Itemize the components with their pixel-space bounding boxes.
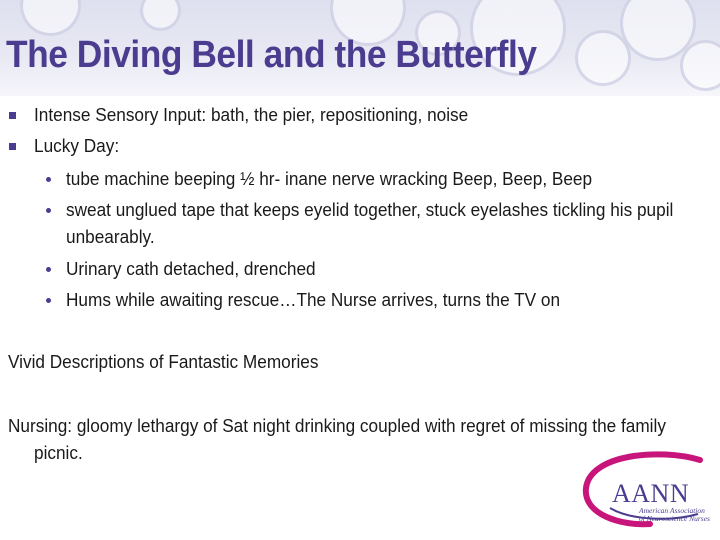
bullet-square-icon [9,112,16,119]
bullet-dot-icon [46,208,51,213]
sub-bullet-text: Urinary cath detached, drenched [66,258,316,279]
logo-name: AANN [612,479,690,508]
sub-bullet-continuation: unbearably. [66,226,155,247]
bullet-dot-icon [46,298,51,303]
paragraph-text: Nursing: gloomy lethargy of Sat night drinking coupled with regret of missing the family [8,415,666,436]
bullet-text: Intense Sensory Input: bath, the pier, repositioning, noise [34,104,469,125]
bullet-dot-icon [46,177,51,182]
sub-bullet-text: sweat unglued tape that keeps eyelid together, stuck eyelashes tickling his pupil [66,199,674,220]
bullet-text: Lucky Day: [34,135,120,156]
paragraph-continuation: picnic. [34,442,83,463]
logo-subtitle: American Association of Neuroscience Nurses [639,506,710,523]
sub-bullet-text: tube machine beeping ½ hr- inane nerve wracking Beep, Beep, Beep [66,168,593,189]
slide-title: The Diving Bell and the Butterfly [6,34,537,76]
bullet-dot-icon [46,267,51,272]
bullet-square-icon [9,143,16,150]
sub-bullet-text: Hums while awaiting rescue…The Nurse arrives, turns the TV on [66,289,561,310]
paragraph-text: Vivid Descriptions of Fantastic Memories [8,351,319,372]
